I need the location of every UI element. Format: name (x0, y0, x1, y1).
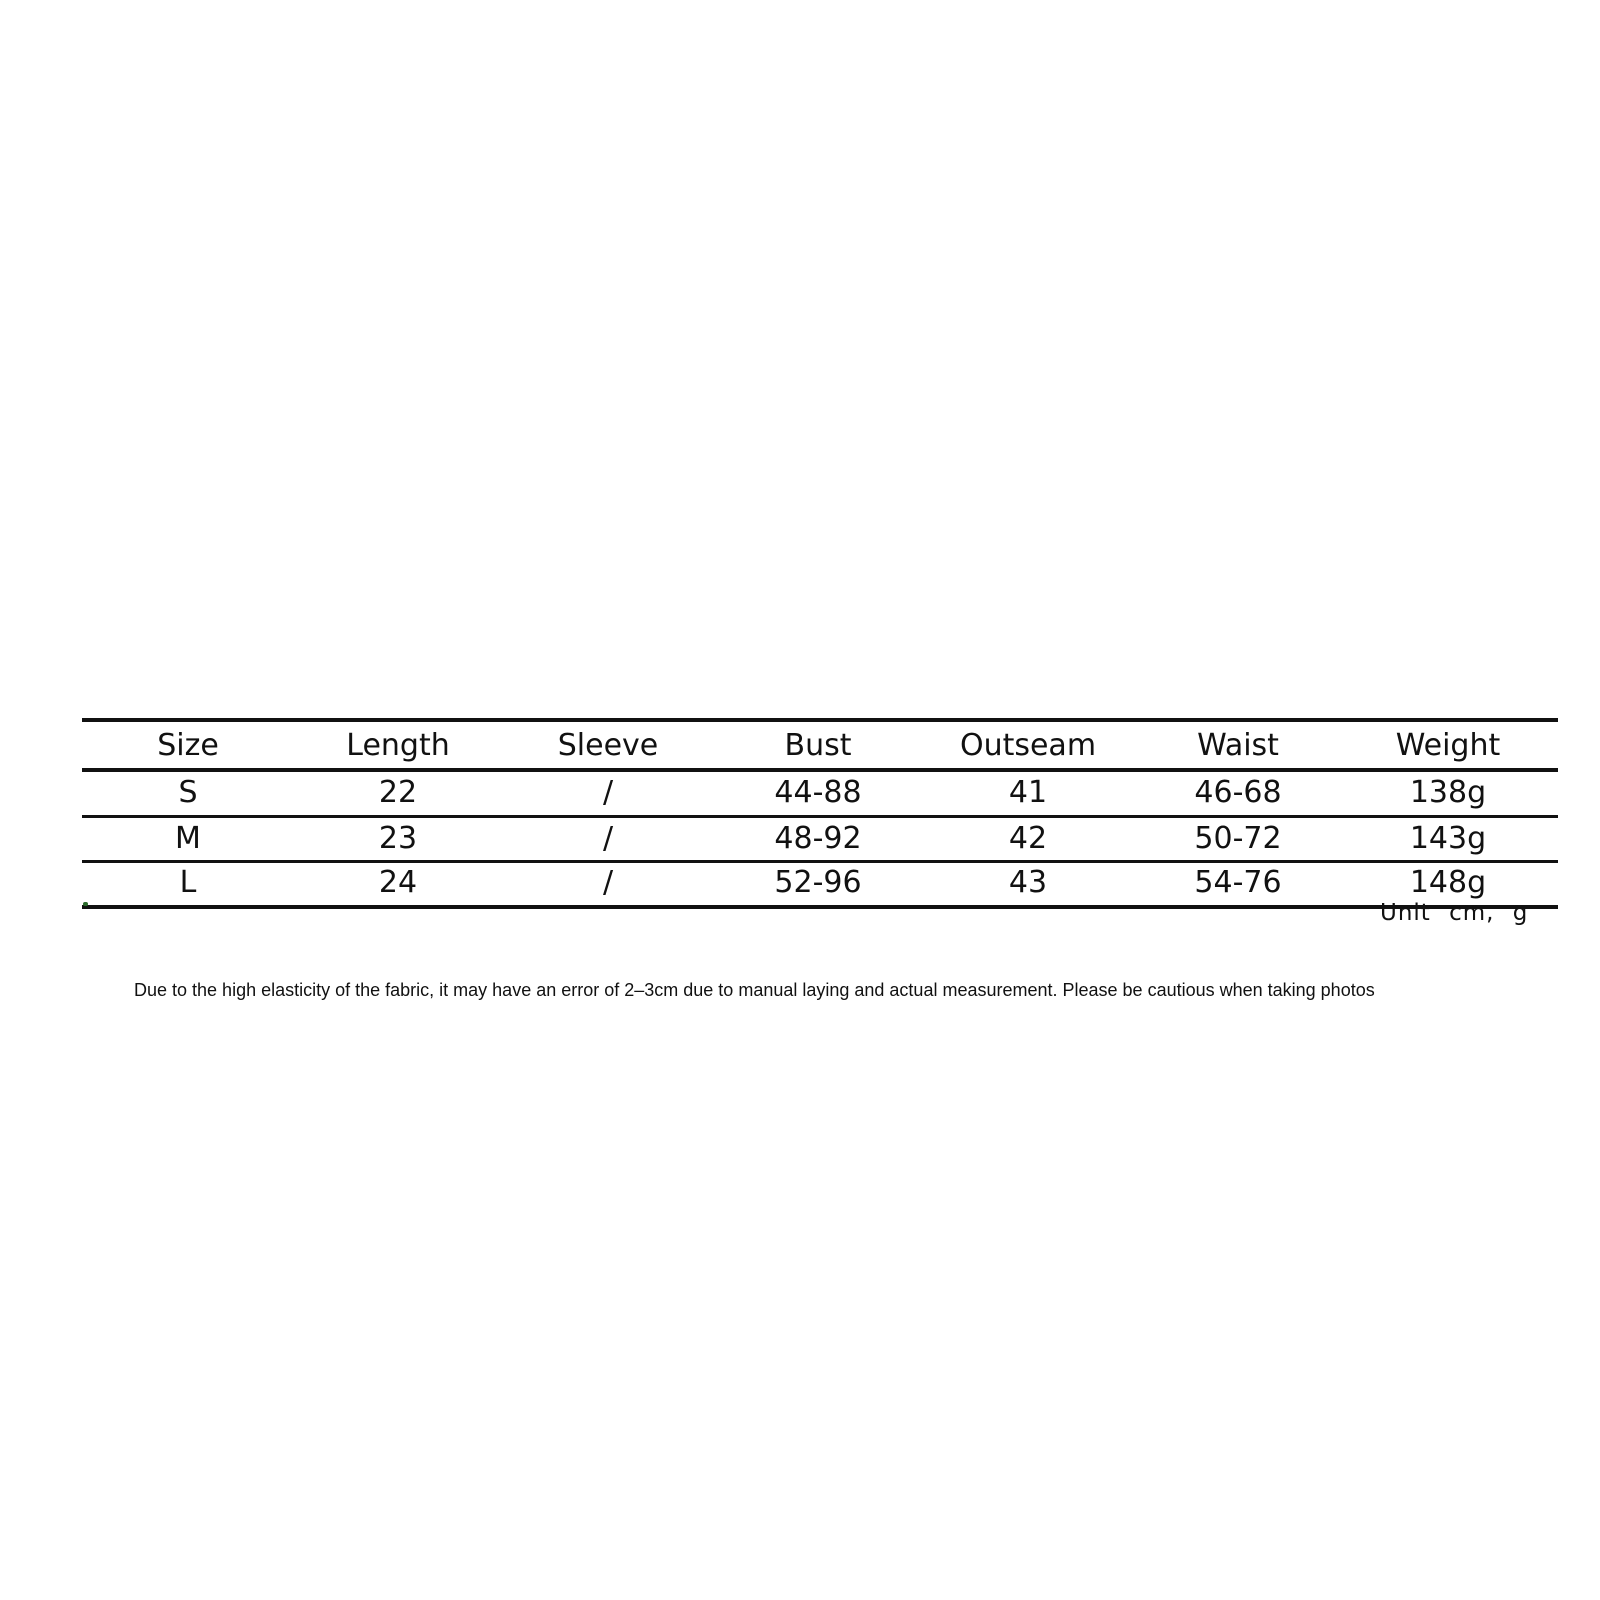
cell-size: L (179, 865, 197, 900)
table-bottom-rule (82, 905, 1558, 909)
stray-mark (83, 902, 88, 906)
cell-sleeve: / (602, 821, 614, 856)
cell-bust: 48-92 (774, 821, 862, 856)
cell-waist: 50-72 (1194, 821, 1282, 856)
table-top-rule (82, 718, 1558, 722)
cell-bust: 52-96 (774, 865, 862, 900)
cell-length: 24 (378, 865, 418, 900)
table-row (82, 817, 1558, 861)
cell-waist: 54-76 (1194, 865, 1282, 900)
header-waist: Waist (1197, 728, 1279, 763)
header-bust: Bust (784, 728, 852, 763)
cell-size: S (178, 775, 198, 810)
header-length: Length (346, 728, 450, 763)
cell-length: 23 (378, 821, 418, 856)
unit-note: Unit cm, g (1380, 900, 1529, 926)
cell-sleeve: / (602, 775, 614, 810)
cell-length: 22 (378, 775, 418, 810)
measurement-disclaimer: Due to the high elasticity of the fabric, it may have an error of 2–3cm due to manual laying and actual measurement. Please be cautious when taking photos (134, 980, 1375, 1000)
header-size: Size (157, 728, 219, 763)
cell-weight: 148g (1409, 865, 1487, 900)
cell-outseam: 42 (1008, 821, 1048, 856)
cell-bust: 44-88 (774, 775, 862, 810)
table-row (82, 771, 1558, 815)
cell-size: M (175, 821, 201, 856)
header-weight: Weight (1395, 728, 1501, 763)
header-outseam: Outseam (959, 728, 1097, 763)
cell-outseam: 43 (1008, 865, 1048, 900)
cell-sleeve: / (602, 865, 614, 900)
table-row (82, 861, 1558, 905)
cell-weight: 138g (1409, 775, 1487, 810)
header-sleeve: Sleeve (557, 728, 659, 763)
cell-waist: 46-68 (1194, 775, 1282, 810)
table-header-row (82, 724, 1558, 768)
cell-weight: 143g (1409, 821, 1487, 856)
cell-outseam: 41 (1008, 775, 1048, 810)
